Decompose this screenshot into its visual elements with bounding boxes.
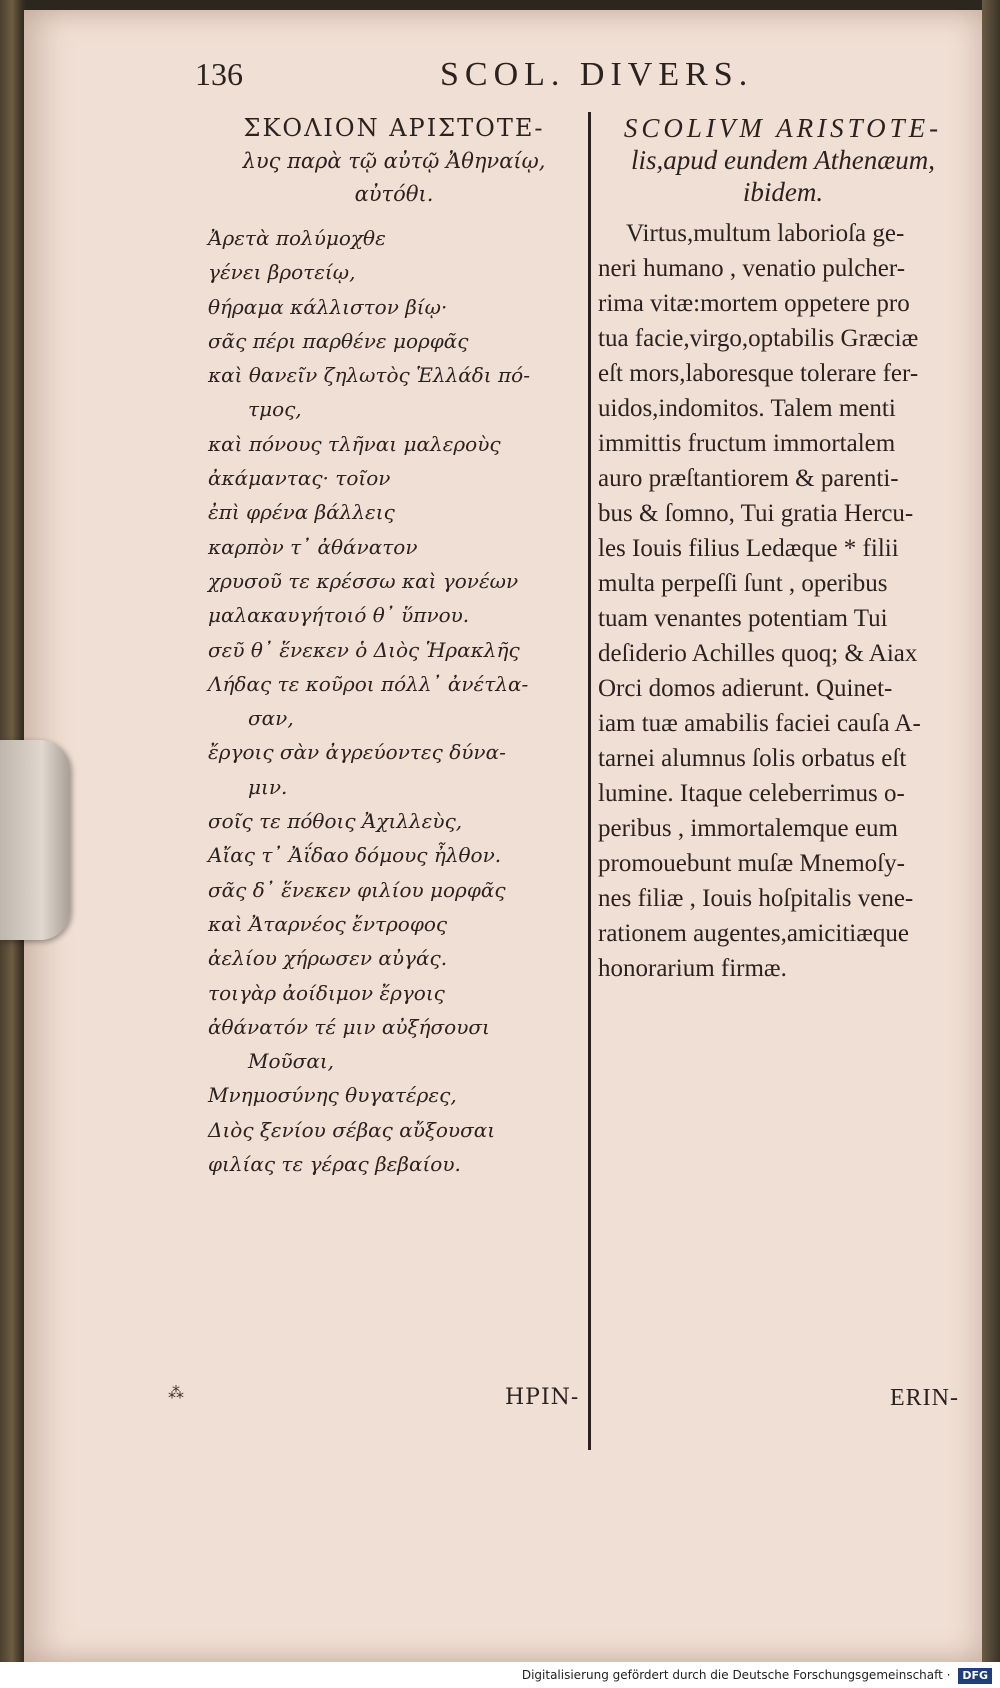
latin-line: Virtus,multum laborioſa ge-	[626, 220, 905, 247]
greek-title-end: αὐτόθι.	[354, 182, 434, 206]
latin-line: tuam venantes potentiam Tui	[598, 605, 888, 632]
greek-line: τοιγὰρ ἀοίδιμον ἔργοις	[208, 980, 445, 1005]
greek-line: ἀθάνατόν τέ μιν αὐξήσουσι	[208, 1014, 490, 1039]
greek-line: μιν.	[248, 774, 288, 799]
latin-line: tarnei alumnus ſolis orbatus eſt	[598, 745, 907, 772]
latin-line: bus & ſomno, Tui gratia Hercu-	[598, 500, 914, 527]
greek-title-caps: ΣΚΟΛΙΟΝ ΑΡΙΣΤΟΤΕ-	[243, 114, 545, 142]
latin-line: promouebunt muſæ Mnemoſy-	[598, 850, 905, 877]
greek-line: σᾶς πέρι παρθένε μορφᾶς	[208, 328, 469, 353]
latin-line: tua facie,virgo,optabilis Græciæ	[598, 325, 919, 352]
latin-catchword: ERIN-	[890, 1385, 959, 1411]
greek-line: Μοῦσαι,	[248, 1049, 335, 1074]
latin-column	[598, 112, 968, 986]
page-number: 136	[195, 56, 243, 92]
latin-line: deſiderio Achilles quoq; & Aiax	[598, 640, 918, 667]
greek-line: Ἀρετὰ πολύμοχθε	[208, 226, 386, 250]
greek-line: καὶ Ἀταρνέος ἔντροφος	[208, 911, 448, 936]
latin-line: auro præſtantiorem & parenti-	[598, 465, 899, 492]
book-page	[24, 10, 982, 1662]
greek-line: ἐπὶ φρένα βάλλεις	[208, 500, 395, 525]
greek-column	[208, 112, 580, 1181]
digitization-credit	[0, 1664, 992, 1686]
latin-line: eſt mors,laboresque tolerare fer-	[598, 360, 919, 387]
page-header	[195, 56, 955, 106]
greek-line: σοῖς τε πόθοις Ἀχιλλεὺς,	[208, 809, 463, 834]
greek-title	[208, 112, 580, 211]
greek-line: καὶ πόνους τλῆναι μαλεροὺς	[208, 431, 501, 456]
latin-line: immittis fructum immortalem	[598, 430, 896, 457]
greek-catchword: ΗΡΙΝ-	[505, 1385, 580, 1410]
greek-line: χρυσοῦ τε κρέσσω καὶ γονέων	[208, 568, 519, 593]
latin-line: honorarium firmæ.	[598, 955, 787, 982]
page-edge	[982, 0, 1000, 1688]
latin-title	[598, 112, 968, 208]
greek-line: ἔργοις σὰν ἀγρεύοντες δύνα-	[208, 740, 506, 765]
greek-line: Διὸς ξενίου σέβας αὔξουσαι	[208, 1117, 496, 1142]
greek-line: σεῦ θ᾽ ἕνεκεν ὁ Διὸς Ἡρακλῆς	[208, 637, 520, 662]
greek-line: ἀελίου χήρωσεν αὐγάς.	[208, 946, 448, 971]
book-clasp	[0, 740, 70, 940]
latin-title-end: ibidem.	[742, 177, 824, 207]
greek-line: σᾶς δ᾽ ἕνεκεν φιλίου μορφᾶς	[208, 877, 506, 902]
greek-line: θήραμα κάλλιστον βίῳ·	[208, 294, 448, 319]
latin-line: les Iouis filius Ledæque * filii	[598, 535, 899, 562]
latin-line: Orci domos adierunt. Quinet-	[598, 675, 893, 702]
greek-line: Αἴας τ᾽ Ἀΐδαο δόμους ἦλθον.	[208, 843, 502, 868]
latin-title-rest: lis,apud eundem Athenæum,	[631, 145, 935, 175]
dfg-logo: DFG	[958, 1668, 992, 1684]
latin-title-caps: SCOLIVM ARISTOTE-	[623, 113, 943, 143]
latin-line: uidos,indomitos. Talem menti	[598, 395, 896, 422]
greek-line: Λήδας τε κοῦροι πόλλ᾽ ἀνέτλα-	[208, 671, 529, 696]
greek-line: τμος,	[248, 397, 302, 422]
greek-line: γένει βροτείῳ,	[208, 260, 356, 285]
latin-line: neri humano , venatio pulcher-	[598, 255, 906, 282]
greek-poem	[208, 221, 580, 1181]
latin-translation	[598, 216, 968, 986]
latin-line: lumine. Itaque celeberrimus o-	[598, 780, 905, 807]
greek-line: ἀκάμαντας· τοῖον	[208, 466, 391, 491]
credit-text: Digitalisierung gefördert durch die Deutsche Forschungsgemeinschaft ·	[521, 1668, 951, 1682]
greek-line: Μνημοσύνης θυγατέρες,	[208, 1083, 457, 1108]
greek-line: σαν,	[248, 706, 294, 731]
latin-line: rima vitæ:mortem oppetere pro	[598, 290, 910, 317]
running-head: SCOL. DIVERS.	[440, 56, 754, 93]
ornament-mark: ⁂	[168, 1383, 184, 1402]
latin-line: multa perpeſſi ſunt , operibus	[598, 570, 888, 597]
greek-title-rest: λυς παρὰ τῷ αὐτῷ Ἀθηναίῳ,	[242, 149, 546, 173]
latin-line: iam tuæ amabilis faciei cauſa A-	[598, 710, 921, 737]
latin-line: rationem augentes,amicitiæque	[598, 920, 910, 947]
latin-line: peribus , immortalemque eum	[598, 815, 898, 842]
column-divider	[588, 112, 591, 1450]
greek-line: φιλίας τε γέρας βεβαίου.	[208, 1152, 461, 1177]
latin-line: nes filiæ , Iouis hoſpitalis vene-	[598, 885, 914, 912]
greek-line: καὶ θανεῖν ζηλωτὸς Ἑλλάδι πό-	[208, 363, 530, 388]
greek-line: καρπὸν τ᾽ ἀθάνατον	[208, 534, 418, 559]
greek-line: μαλακαυγήτοιό θ᾽ ὕπνου.	[208, 603, 470, 628]
